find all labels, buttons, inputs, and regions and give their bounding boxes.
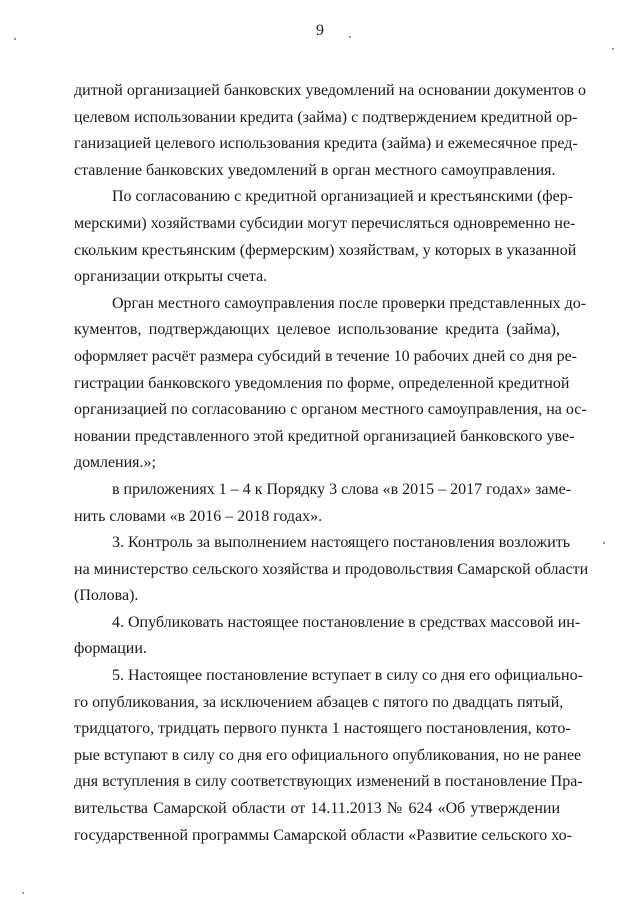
- text-line: целевом использовании кредита (займа) с подтверждением кредитной ор-: [74, 108, 578, 126]
- text-line: вительства Самарской области от 14.11.2013 № 624 «Об утверждении: [74, 800, 560, 818]
- text-line: ганизацией целевого использования кредита (займа) и ежемесячное пред-: [74, 135, 578, 153]
- paragraph-item-4: [74, 610, 581, 663]
- scan-speck: [349, 36, 351, 38]
- text-line: ставление банковских уведомлений в орган местного самоуправления.: [74, 161, 556, 179]
- paragraph-local-authority: [74, 291, 587, 477]
- text-line: го опубликования, за исключением абзацев с пятого по двадцать пятый,: [74, 693, 564, 711]
- text-line: организацией по согласованию с органом местного самоуправления, на ос-: [74, 401, 587, 419]
- text-line: новании представленного этой кредитной организацией банковского уве-: [74, 427, 575, 445]
- text-line: рые вступают в силу со дня его официального опубликования, но не ранее: [74, 746, 582, 764]
- scan-speck: [22, 892, 24, 894]
- scan-speck: [603, 542, 605, 544]
- text-line: мерскими) хозяйствами субсидии могут перечисляться одновременно не-: [74, 214, 576, 232]
- text-line: гистрации банковского уведомления по форме, определенной кредитной: [74, 374, 570, 392]
- text-line: 4. Опубликовать настоящее постановление в средствах массовой ин-: [112, 613, 581, 631]
- scan-speck: [14, 38, 16, 40]
- page-number: 9: [316, 22, 324, 39]
- text-line: (Полова).: [74, 587, 139, 605]
- text-line: формации.: [74, 640, 147, 658]
- text-line: Орган местного самоуправления после проверки представленных до-: [112, 294, 587, 312]
- text-line: дня вступления в силу соответствующих изменений в постановление Пра-: [74, 773, 583, 791]
- document-body: [74, 78, 589, 849]
- text-line: кументов, подтверждающих целевое использование кредита (займа),: [74, 321, 560, 339]
- text-line: По согласованию с кредитной организацией и крестьянскими (фер-: [112, 188, 574, 206]
- scan-speck: [612, 48, 614, 50]
- text-line: тридцатого, тридцать первого пункта 1 настоящего постановления, кото-: [74, 720, 571, 738]
- text-line: 3. Контроль за выполнением настоящего постановления возложить: [112, 534, 571, 552]
- text-line: в приложениях 1 – 4 к Порядку 3 слова «в 2015 – 2017 годах» заме-: [112, 480, 572, 498]
- text-line: 5. Настоящее постановление вступает в силу со дня его официально-: [112, 667, 583, 685]
- paragraph-appendices: [74, 477, 572, 530]
- paragraph-continuation: [74, 78, 587, 184]
- paragraph-item-5: [74, 663, 583, 849]
- paragraph-item-3: [74, 530, 589, 610]
- text-line: скольким крестьянским (фермерским) хозяйствам, у которых в указанной: [74, 241, 577, 259]
- text-line: государственной программы Самарской области «Развитие сельского хо-: [74, 826, 572, 844]
- paragraph-subsidy-transfer: [74, 184, 577, 290]
- text-line: оформляет расчёт размера субсидий в течение 10 рабочих дней со дня ре-: [74, 347, 578, 365]
- text-line: нить словами «в 2016 – 2018 годах».: [74, 507, 323, 525]
- text-line: организации открыты счета.: [74, 268, 268, 286]
- text-line: на министерство сельского хозяйства и продовольствия Самарской области: [74, 560, 589, 578]
- text-line: дитной организацией банковских уведомлений на основании документов о: [74, 82, 587, 99]
- text-line: домления.»;: [74, 454, 156, 472]
